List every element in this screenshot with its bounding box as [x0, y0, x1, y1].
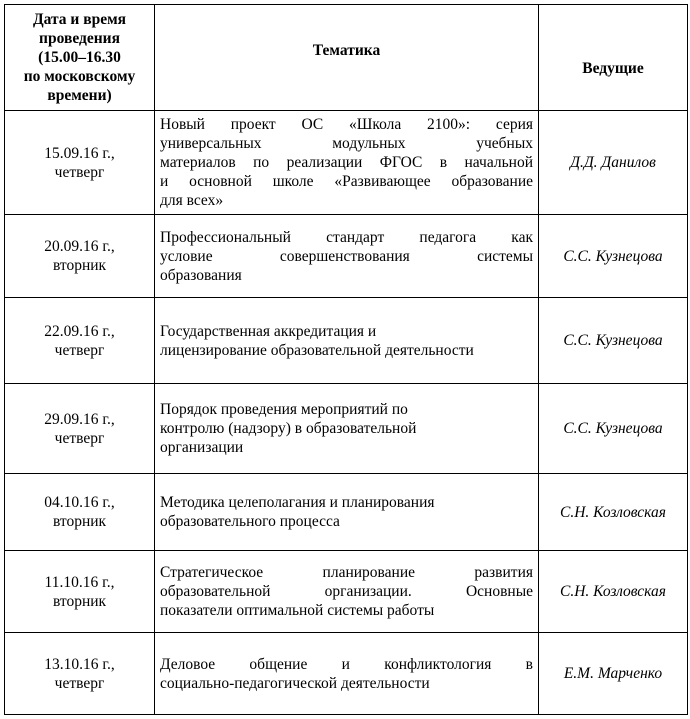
date-text: 04.10.16 г.,	[44, 494, 115, 511]
topic-line: показатели оптимальной системы работы	[160, 602, 435, 619]
date-cell	[5, 384, 155, 474]
topic-cell	[155, 384, 539, 474]
table-row	[5, 474, 688, 551]
leader-cell: С.Н. Козловская	[539, 551, 688, 633]
header-date	[5, 5, 155, 111]
date-text: 15.09.16 г.,	[44, 144, 115, 162]
header-date-line: (15.00–16.30	[38, 49, 121, 66]
topic-line: Государственная аккредитация и	[160, 322, 377, 340]
leader-cell: Д.Д. Данилов	[539, 111, 688, 215]
table-row	[5, 111, 688, 215]
schedule-table	[4, 4, 688, 715]
table-row	[5, 384, 688, 474]
leader-cell: Е.М. Марченко	[539, 633, 688, 715]
topic-line: Стратегическое планирование развития	[160, 564, 533, 581]
table-row	[5, 633, 688, 715]
date-cell	[5, 111, 155, 215]
topic-line: условие совершенствования системы	[160, 247, 533, 265]
weekday-text: четверг	[54, 341, 105, 359]
table-row	[5, 215, 688, 298]
topic-line: материалов по реализации ФГОС в начальной	[160, 154, 533, 171]
topic-line: и основной школе «Развивающее образование	[160, 173, 533, 190]
header-date-line: по московскому	[23, 68, 136, 85]
topic-cell	[155, 633, 539, 715]
weekday-text: вторник	[52, 513, 107, 530]
weekday-text: вторник	[52, 257, 107, 274]
topic-line: Новый проект ОС «Школа 2100»: серия	[160, 116, 533, 133]
topic-line: социально-педагогической деятельности	[160, 674, 430, 692]
date-cell	[5, 551, 155, 633]
topic-line: лицензирование образовательной деятельности	[160, 341, 474, 359]
date-cell	[5, 474, 155, 551]
table-row	[5, 298, 688, 384]
topic-line: Профессиональный стандарт педагога как	[160, 228, 533, 246]
topic-line: организации	[160, 439, 244, 456]
topic-line: образовательной организации. Основные	[160, 583, 533, 600]
topic-cell	[155, 111, 539, 215]
date-cell	[5, 298, 155, 384]
leader-cell: С.Н. Козловская	[539, 474, 688, 551]
header-row	[5, 5, 688, 111]
topic-cell	[155, 298, 539, 384]
topic-line: Методика целеполагания и планирования	[160, 494, 435, 511]
date-cell	[5, 215, 155, 298]
topic-line: образовательного процесса	[160, 513, 340, 530]
leader-cell: С.С. Кузнецова	[539, 215, 688, 298]
weekday-text: четверг	[54, 163, 105, 181]
date-text: 22.09.16 г.,	[44, 322, 115, 340]
date-text: 11.10.16 г.,	[44, 573, 115, 591]
header-topic: Тематика	[155, 5, 539, 111]
topic-line: универсальных модульных учебных	[160, 135, 533, 152]
topic-cell	[155, 474, 539, 551]
weekday-text: вторник	[52, 592, 107, 610]
date-text: 20.09.16 г.,	[44, 238, 115, 255]
topic-cell	[155, 551, 539, 633]
header-leaders: Ведущие	[539, 5, 688, 111]
topic-line: для всех»	[160, 192, 224, 209]
date-cell	[5, 633, 155, 715]
topic-line: Деловое общение и конфликтология в	[160, 655, 533, 673]
date-text: 29.09.16 г.,	[44, 410, 115, 428]
header-date-line: проведения	[39, 30, 120, 47]
weekday-text: четверг	[54, 674, 105, 692]
header-date-line: времени)	[47, 87, 112, 104]
topic-line: контролю (надзору) в образовательной	[160, 420, 417, 437]
header-date-line: Дата и время	[32, 11, 127, 28]
topic-cell	[155, 215, 539, 298]
topic-line: Порядок проведения мероприятий по	[160, 401, 408, 418]
date-text: 13.10.16 г.,	[44, 655, 115, 673]
table-row	[5, 551, 688, 633]
leader-cell: С.С. Кузнецова	[539, 298, 688, 384]
topic-line: образования	[160, 266, 242, 284]
leader-cell: С.С. Кузнецова	[539, 384, 688, 474]
weekday-text: четверг	[54, 429, 105, 447]
